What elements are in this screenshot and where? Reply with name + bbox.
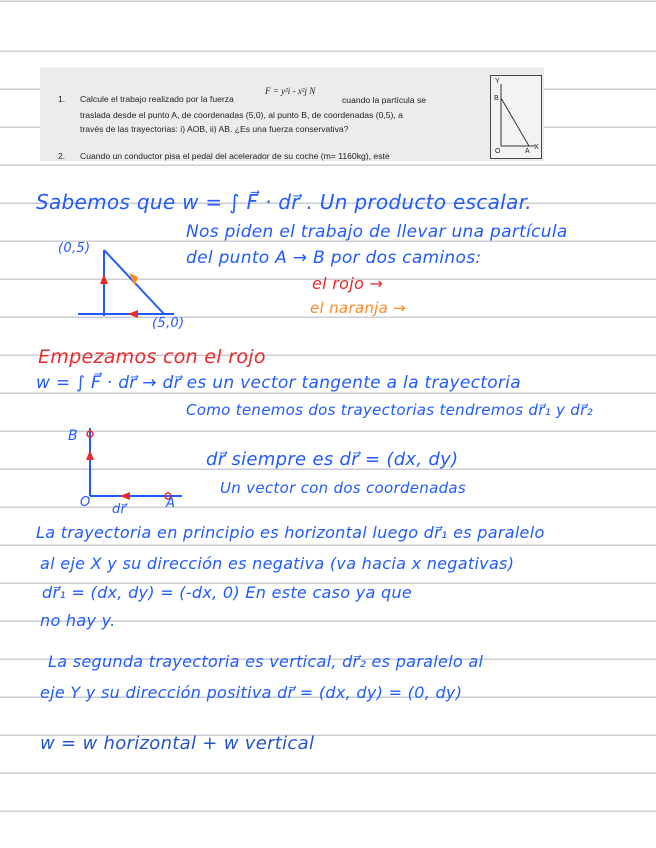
note-line-6: dr⃗ siempre es dr⃗ = (dx, dy) <box>206 449 459 470</box>
note-line-4: w = ∫ F⃗ · dr⃗ → dr⃗ es un vector tangente a la trayectoria <box>36 373 521 393</box>
final-equation: w = w horizontal + w vertical <box>40 733 315 754</box>
figure-a-label: A <box>525 148 530 155</box>
red-arrow-left-2 <box>120 492 130 500</box>
para2-line-2: eje Y y su dirección positiva dr⃗ = (dx, dy) = (0, dy) <box>40 683 463 702</box>
figure-x-label: X <box>534 144 539 151</box>
para2-line-1: La segunda trayectoria es vertical, dr⃗₂ es paralelo al <box>48 652 484 671</box>
problem-figure <box>490 75 542 159</box>
problem-text-2: traslada desde el punto A, de coordenadas (5,0), al punto B, de coordenadas (0,5), a <box>80 110 403 120</box>
problem-number-2: 2. <box>58 151 66 161</box>
diagram1-label-top: (0,5) <box>58 241 91 256</box>
problem-text-4: Cuando un conductor pisa el pedal del acelerador de su coche (m= 1160kg), este <box>80 151 390 161</box>
legend-red: el rojo → <box>312 274 384 293</box>
para1-line-4: no hay y. <box>40 611 116 630</box>
legend-orange: el naranja → <box>310 299 407 317</box>
para1-line-2: al eje X y su dirección es negativa (va hacia x negativas) <box>40 554 515 573</box>
diagram2-label-b: B <box>68 428 78 444</box>
heading-red-path: Empezamos con el rojo <box>38 346 266 368</box>
diagram2-label-dr: dr⃗ <box>112 502 127 517</box>
figure-b-label: B <box>494 95 499 102</box>
diagram2-label-a: A <box>166 496 176 511</box>
problem-text-1a: Calcule el trabajo realizado por la fuerza <box>80 94 234 104</box>
note-line-2: Nos piden el trabajo de llevar una partícula <box>186 222 568 242</box>
diagram1-label-bottom: (5,0) <box>152 316 185 331</box>
problem-text-3: través de las trayectorias: i) AOB, ii) AB. ¿Es una fuerza conservativa? <box>80 124 349 134</box>
para1-line-1: La trayectoria en principio es horizontal luego dr⃗₁ es paralelo <box>36 523 545 542</box>
diagram2-label-o: O <box>80 495 91 510</box>
figure-o-label: O <box>495 148 501 155</box>
para1-line-3: dr⃗₁ = (dx, dy) = (-dx, 0) En este caso ya que <box>42 583 413 602</box>
problem-number-1: 1. <box>58 94 66 104</box>
note-line-1: Sabemos que w = ∫ F⃗ · dr⃗ . Un producto escalar. <box>36 190 532 214</box>
red-arrow-left <box>128 310 138 318</box>
printed-problem <box>40 67 544 161</box>
force-formula: F = y²i - x²j N <box>265 86 316 96</box>
note-line-5: Como tenemos dos trayectorias tendremos dr⃗₁ y dr⃗₂ <box>186 401 593 419</box>
note-line-7: Un vector con dos coordenadas <box>220 479 467 497</box>
note-line-3: del punto A → B por dos caminos: <box>186 248 482 268</box>
figure-y-label: Y <box>495 78 500 85</box>
problem-text-1b: cuando la partícula se <box>342 95 427 105</box>
red-arrow-up <box>100 274 108 284</box>
red-arrow-up-2 <box>86 450 94 460</box>
